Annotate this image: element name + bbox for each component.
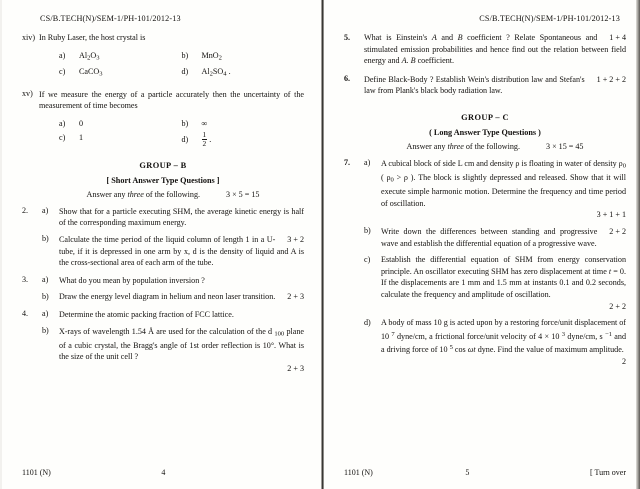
question-part-label: d) bbox=[364, 317, 371, 327]
question-number-spacer bbox=[22, 326, 42, 327]
question-text bbox=[381, 317, 626, 367]
mcq-item-xiv bbox=[22, 32, 304, 44]
mcq-option-value: 1 bbox=[79, 132, 84, 142]
mcq-number-xv: xv) bbox=[22, 89, 33, 99]
question-number-7: 7. bbox=[344, 158, 351, 168]
question-text: Show that for a particle executing SHM, the average kinetic energy is half of the corresponding maximum energy. bbox=[59, 206, 304, 228]
question-body-text: A body of mass 10 g is acted upon by a restoring force/unit displacement of 10 $^7$ dyne/cm, a frictional force/unit velocity of 4 × 10 $^3$ dyne/cm, s $^{-1}$ and a driving force of 10 $^5$ cos ωt dyne. Find the value of maximum amplitude. bbox=[381, 318, 627, 355]
question-text bbox=[364, 32, 626, 67]
question-part-label: c) bbox=[364, 254, 371, 264]
exam-page-right bbox=[320, 0, 640, 489]
question-text: What do you mean by population inversion ? bbox=[59, 275, 205, 285]
question-text bbox=[381, 158, 626, 221]
question-part-label: b) bbox=[364, 226, 371, 236]
mcq-option-value: $Al_2O_3$ bbox=[79, 50, 100, 62]
group-c-subtitle: ( Long Answer Type Questions ) bbox=[429, 127, 541, 137]
page-right-edge bbox=[636, 0, 640, 489]
mcq-option-label: d) bbox=[181, 67, 189, 77]
mcq-option[interactable] bbox=[182, 131, 305, 148]
question-number-spacer bbox=[344, 254, 364, 255]
mcq-option-value: $Al_2SO_4$ . bbox=[201, 67, 231, 78]
mcq-options-xiv bbox=[22, 49, 304, 82]
group-b-heading-block bbox=[22, 161, 304, 199]
question-4b bbox=[22, 326, 304, 375]
mcq-option-label: d) bbox=[181, 134, 189, 144]
question-text bbox=[364, 74, 626, 97]
question-part-label: b) bbox=[42, 291, 49, 301]
question-body-text: Calculate the time period of the liquid column of length 1 in a U-tube, if it is depressed in one arm by x, d is the density of liquid and A is the cross-sectional area of each arm of the tube. bbox=[59, 234, 304, 268]
group-c-instruction: Answer any three of the following. bbox=[406, 141, 520, 151]
question-body-text: Establish the differential equation of SHM from energy conservation principle. An oscillator executing SHM has zero displacement at time t = 0. If the displacements are 1 mm and 1.5 mm at instants 0.1 and 0.2 seconds, calculate the frequency and amplitude of oscillation. bbox=[381, 255, 626, 299]
page-header-code-left: CS/B.TECH(N)/SEM-1/PH-101/2012-13 bbox=[40, 14, 181, 23]
question-marks: 2 bbox=[621, 356, 626, 366]
question-number-3: 3. bbox=[22, 275, 29, 285]
group-c-instruction-row bbox=[344, 142, 626, 151]
question-body-text: Draw the energy level diagram in helium and neon laser transition. bbox=[59, 292, 276, 302]
question-body-text: What is Einstein's A and B coefficient ? Relate Spontaneous and stimulated emission probabilities and hence find out the relation between field energy and A. B coefficient. bbox=[364, 33, 626, 66]
question-text bbox=[381, 226, 626, 249]
group-b-instruction-row bbox=[22, 190, 304, 199]
question-number-spacer bbox=[344, 317, 364, 318]
question-marks: 3 + 2 bbox=[287, 234, 304, 244]
mcq-option[interactable] bbox=[182, 117, 305, 131]
group-b-subtitle: [ Short Answer Type Questions ] bbox=[106, 175, 220, 185]
mcq-option[interactable] bbox=[59, 65, 182, 82]
group-c-heading-block bbox=[344, 113, 626, 151]
mcq-option-value: 0 bbox=[79, 118, 84, 128]
question-3a bbox=[22, 275, 304, 287]
mcq-option-value: $\frac{1}{2}$ . bbox=[202, 129, 212, 148]
question-marks: 2 + 3 bbox=[287, 292, 304, 302]
question-text bbox=[59, 291, 304, 303]
mcq-item-xv bbox=[22, 89, 304, 112]
mcq-option[interactable] bbox=[59, 49, 182, 66]
question-number-spacer bbox=[22, 291, 42, 292]
question-part-label: b) bbox=[42, 326, 49, 336]
page-left-edge bbox=[0, 0, 2, 489]
group-b-instruction: Answer any three of the following. bbox=[86, 189, 201, 199]
mcq-option-value: ∞ bbox=[201, 118, 208, 128]
mcq-option-value: MnO$_2$ bbox=[201, 50, 222, 62]
question-part-label: a) bbox=[42, 309, 49, 319]
question-2b bbox=[22, 234, 304, 269]
question-marks: 2 + 2 bbox=[609, 301, 626, 311]
question-7c bbox=[344, 254, 626, 312]
group-b-title: GROUP – B bbox=[139, 160, 187, 170]
footer-paper-code: 1101 (N) bbox=[22, 468, 51, 477]
question-marks: 1 + 4 bbox=[609, 33, 626, 42]
question-body-text: Define Black-Body ? Establish Wein's distribution law and Stefan's law from Plank's black body radiation law. bbox=[364, 74, 585, 96]
mcq-stem-xiv: In Ruby Laser, the host crystal is bbox=[39, 33, 146, 42]
question-part-label: b) bbox=[42, 234, 49, 244]
book-gutter-shadow bbox=[321, 0, 324, 489]
footer-page-number: 4 bbox=[161, 468, 166, 477]
question-5 bbox=[344, 32, 626, 67]
question-text bbox=[59, 326, 304, 375]
question-body-text: A cubical block of side L cm and density ρ is floating in water of density $\rho_0$ ( $\rho_0 > \rho$ ). The block is slightly depressed and released. Show that it will execute simple harmonic motion. Determine the frequency and time period of oscillation. bbox=[381, 158, 626, 208]
mcq-option-label: b) bbox=[181, 118, 189, 128]
footer-paper-code: 1101 (N) bbox=[344, 468, 373, 477]
question-marks: 2 + 3 bbox=[287, 363, 304, 373]
page-header-code-right: CS/B.TECH(N)/SEM-1/PH-101/2012-13 bbox=[479, 14, 620, 23]
question-2a bbox=[22, 206, 304, 229]
mcq-option-label: c) bbox=[59, 67, 66, 77]
question-number-2: 2. bbox=[22, 206, 29, 216]
mcq-option[interactable] bbox=[182, 65, 305, 82]
mcq-option-label: c) bbox=[59, 132, 66, 142]
mcq-number-xiv: xiv) bbox=[22, 32, 36, 42]
question-number-4: 4. bbox=[22, 309, 29, 319]
mcq-option-value: CaCO$_3$ bbox=[79, 67, 103, 78]
question-4a bbox=[22, 309, 304, 321]
question-part-label: a) bbox=[364, 158, 371, 168]
mcq-option[interactable] bbox=[59, 117, 182, 131]
mcq-option[interactable] bbox=[182, 49, 305, 66]
page-footer-left bbox=[0, 468, 320, 477]
footer-page-number: 5 bbox=[465, 468, 470, 477]
question-part-label: a) bbox=[42, 275, 49, 285]
question-body-text: Write down the differences between standing and progressive wave and establish the differential equation of a progressive wave. bbox=[381, 226, 598, 248]
page-footer-right bbox=[320, 468, 640, 477]
group-b-marks: 3 × 5 = 15 bbox=[226, 189, 260, 199]
mcq-option[interactable] bbox=[59, 131, 182, 148]
mcq-option-label: a) bbox=[59, 118, 66, 128]
question-number-spacer bbox=[22, 234, 42, 235]
mcq-option-label: a) bbox=[59, 50, 66, 60]
footer-turn-over: [ Turn over bbox=[589, 468, 626, 477]
mcq-stem-xv: If we measure the energy of a particle accurately then the uncertainty of the measurement of time becomes bbox=[39, 89, 304, 111]
question-6 bbox=[344, 74, 626, 97]
question-marks: 1 + 2 + 2 bbox=[596, 74, 626, 84]
question-3b bbox=[22, 291, 304, 303]
question-number-5: 5. bbox=[344, 32, 351, 42]
question-text bbox=[381, 254, 626, 312]
question-part-label: a) bbox=[42, 206, 49, 216]
question-7a bbox=[344, 158, 626, 221]
question-7b bbox=[344, 226, 626, 249]
question-marks: 3 + 1 + 1 bbox=[596, 210, 626, 220]
question-number-6: 6. bbox=[344, 74, 351, 84]
question-body-text: X-rays of wavelength 1.54 Å are used for the calculation of the d $_{100}$ plane of a cubic crystal, the Bragg's angle of 1st order reflection is 10°. What is the size of the unit cell ? bbox=[59, 326, 304, 362]
group-c-marks: 3 × 15 = 45 bbox=[546, 141, 584, 151]
question-text bbox=[59, 234, 304, 269]
group-c-title: GROUP – C bbox=[461, 112, 509, 122]
mcq-option-label: b) bbox=[181, 50, 189, 60]
mcq-options-xv bbox=[22, 117, 304, 148]
question-number-spacer bbox=[344, 226, 364, 227]
question-text: Determine the atomic packing fraction of FCC lattice. bbox=[59, 309, 234, 319]
question-7d bbox=[344, 317, 626, 367]
question-marks: 2 + 2 bbox=[609, 226, 626, 236]
